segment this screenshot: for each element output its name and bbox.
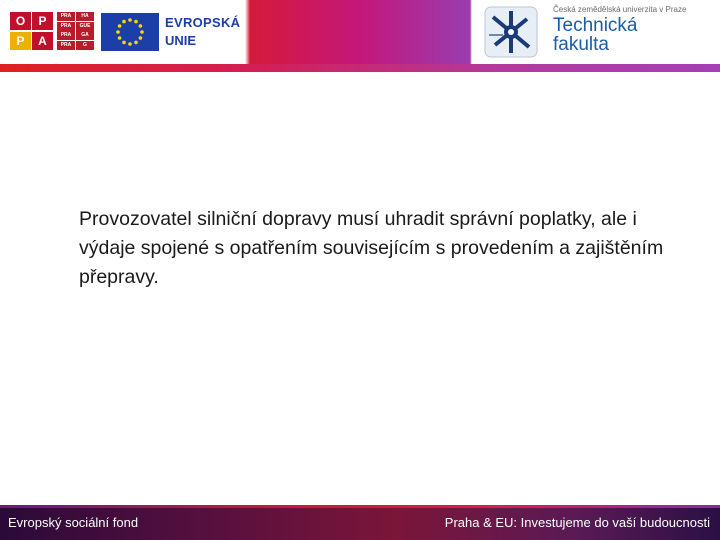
- praha-grid-logo: [57, 12, 95, 50]
- praha-grid-cell: HA: [76, 12, 94, 21]
- praha-grid-cell: G: [76, 41, 94, 50]
- praha-grid-cell: GUE: [76, 22, 94, 31]
- footer-accent-line: [0, 505, 720, 508]
- faculty-name-line1: Technická: [553, 15, 638, 36]
- faculty-name-line2: fakulta: [553, 34, 609, 55]
- slide-header: [0, 0, 720, 72]
- faculty-logo-icon: [483, 5, 539, 59]
- eu-label-line2: UNIE: [165, 33, 197, 48]
- oppa-letter: A: [32, 32, 53, 50]
- oppa-letter: P: [10, 32, 31, 50]
- eu-flag-icon: [101, 13, 159, 51]
- praha-grid-cell: GA: [76, 31, 94, 40]
- eu-label-line1: EVROPSKÁ: [165, 15, 241, 30]
- slide-body-text: Provozovatel silniční dopravy musí uhradit správní poplatky, ale i výdaje spojené s opatřením souvisejícím s provedením a zajištěním přepravy.: [79, 208, 664, 288]
- footer-right-text: Praha & EU: Investujeme do vaší budoucnosti: [444, 515, 710, 530]
- eu-stars-icon: [101, 13, 159, 51]
- praha-grid-cell: PRA: [57, 41, 75, 50]
- oppa-letter: P: [32, 12, 53, 30]
- praha-grid-cell: PRA: [57, 22, 75, 31]
- header-strip: [0, 64, 720, 72]
- oppa-letter: O: [10, 12, 31, 30]
- university-name: Česká zemědělská univerzita v Praze: [553, 5, 687, 14]
- praha-grid-cell: PRA: [57, 12, 75, 21]
- oppa-logo: [10, 12, 54, 50]
- footer-left-text: Evropský sociální fond: [8, 515, 139, 530]
- praha-grid-cell: PRA: [57, 31, 75, 40]
